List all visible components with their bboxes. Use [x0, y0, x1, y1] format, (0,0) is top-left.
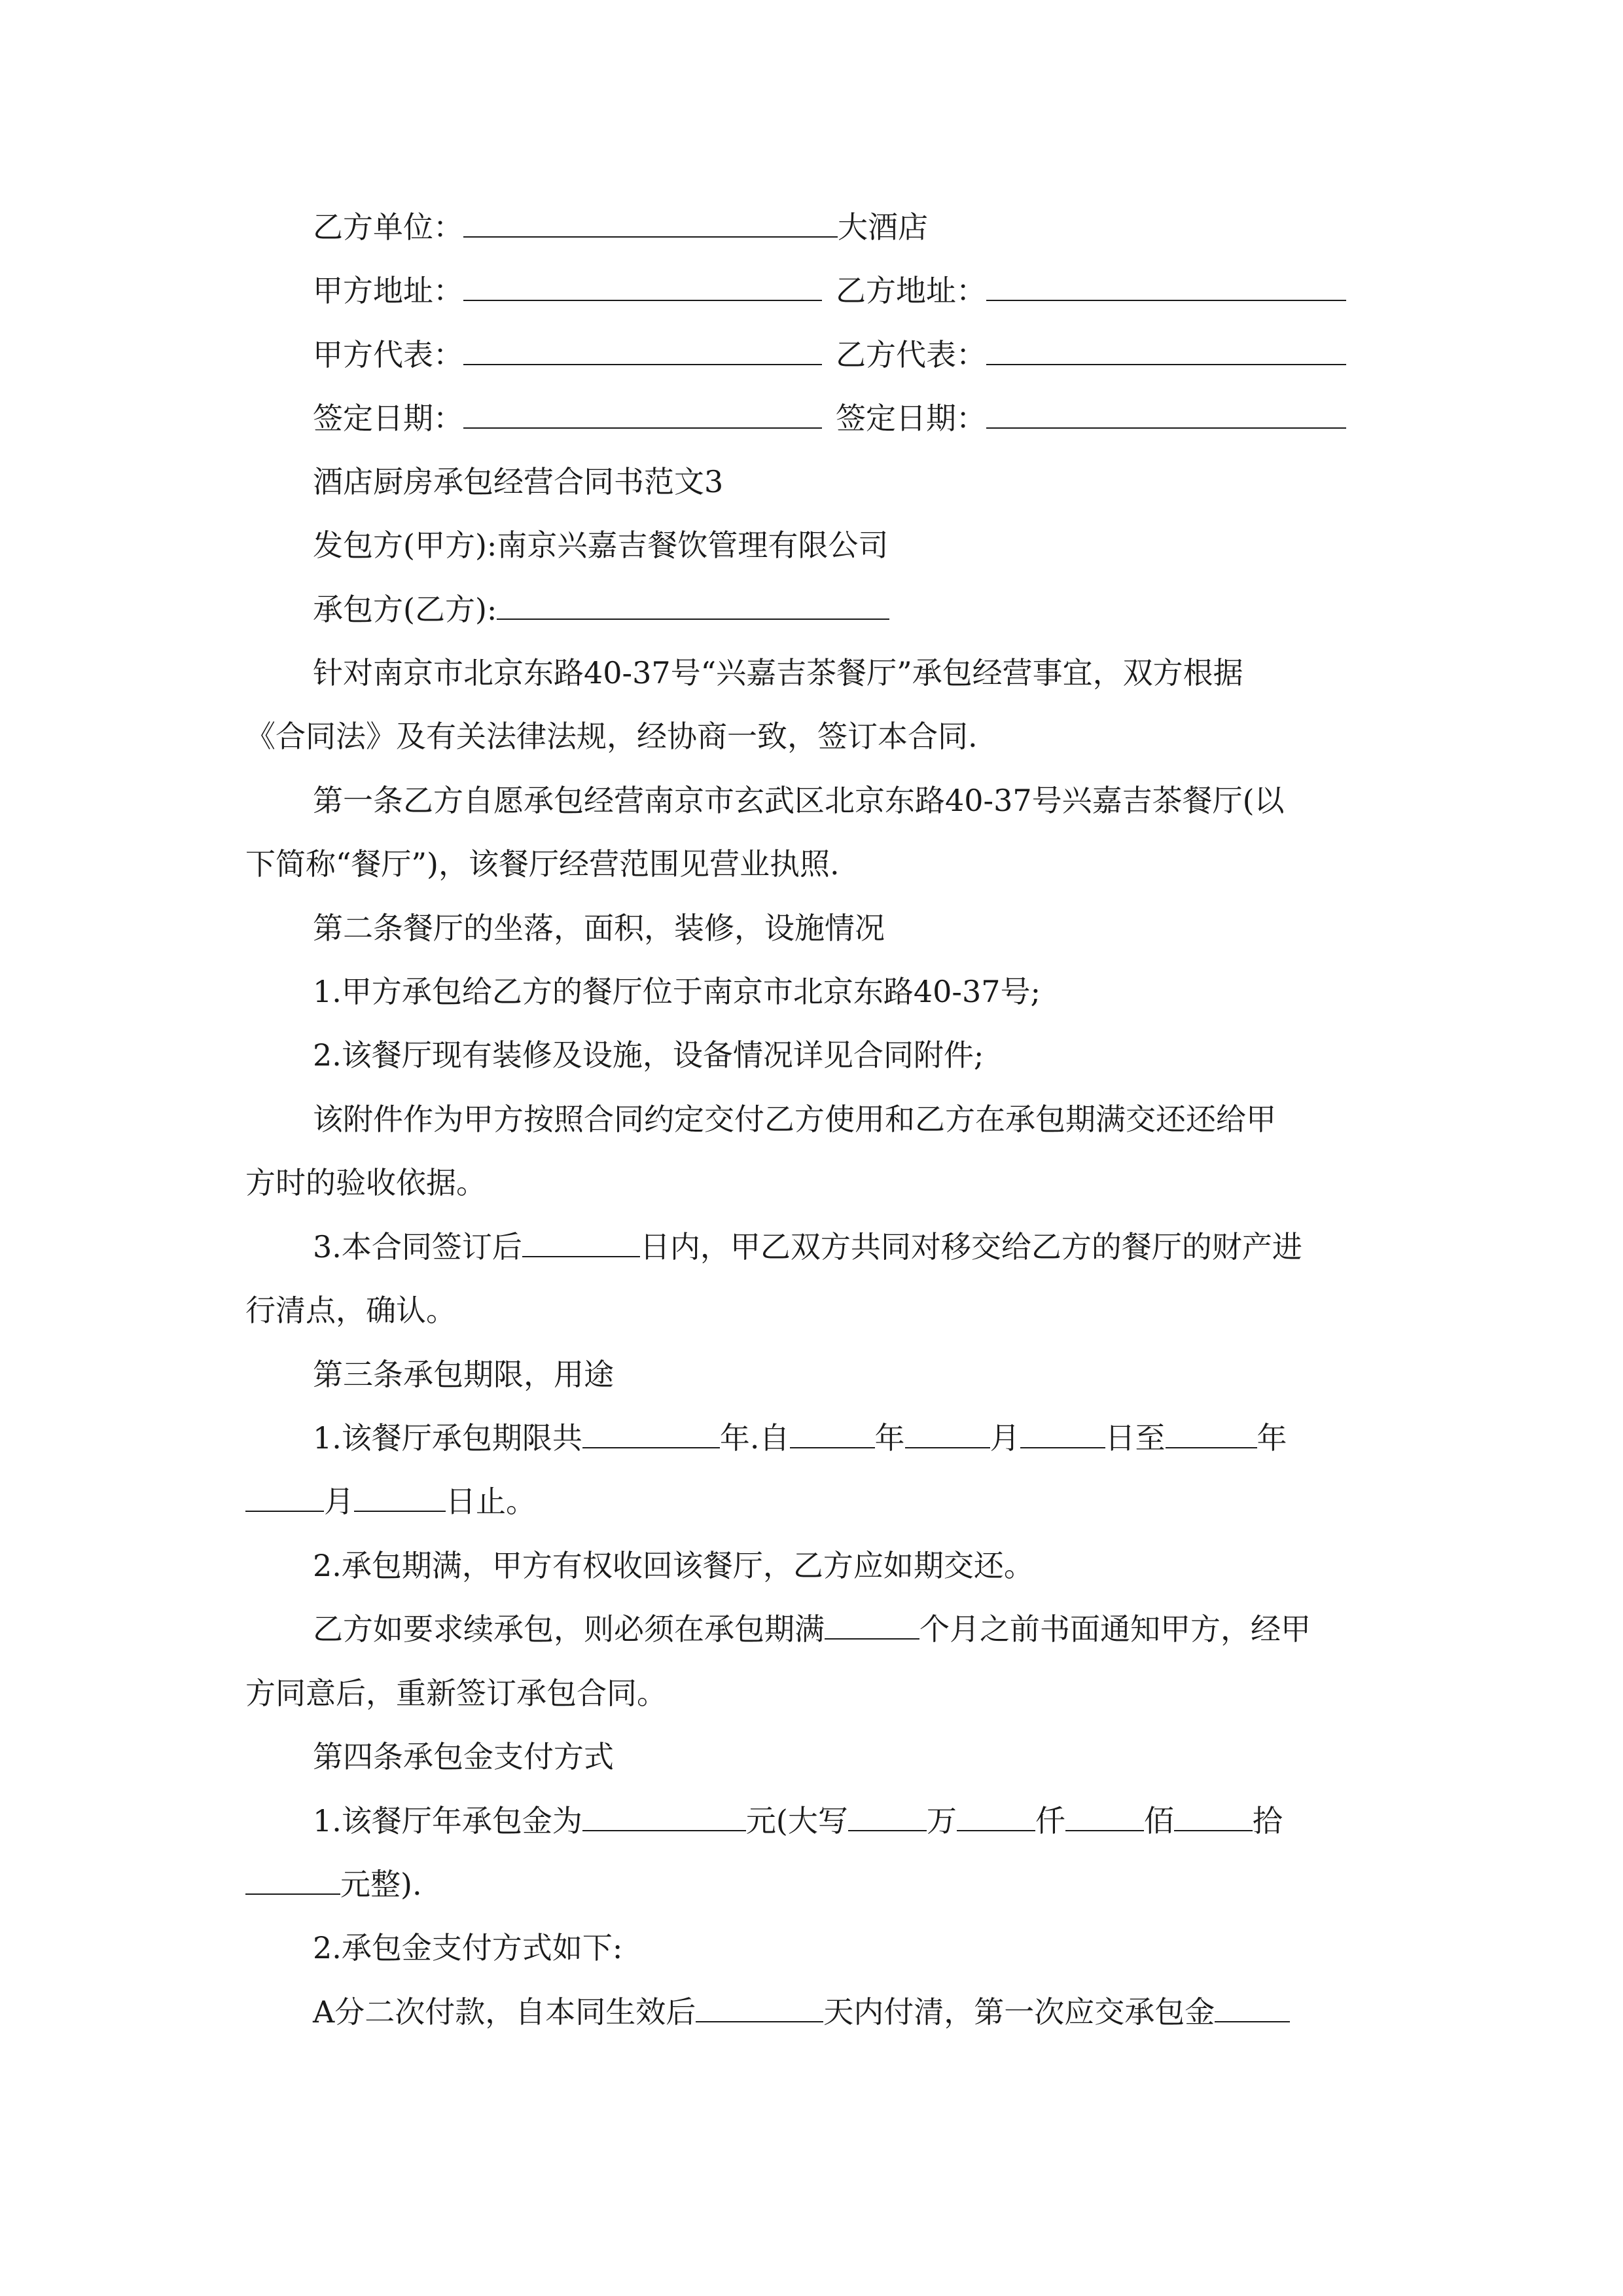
party-a-line: 发包方(甲方):南京兴嘉吉餐饮管理有限公司	[313, 528, 889, 563]
sign-date-b-blank	[986, 399, 1346, 429]
article-4-option-a-text-1: A分二次付款，自本同生效后	[313, 1994, 696, 2030]
article-3-item-1	[313, 1418, 1287, 1458]
party-b-address-blank	[986, 271, 1346, 301]
article-3-item-1-text-a: 1.该餐厅承包期限共	[313, 1420, 582, 1456]
article-4-item-1-text-g: 元整).	[340, 1867, 422, 1902]
article-4-item-1-text-a: 1.该餐厅年承包金为	[313, 1803, 582, 1839]
article-1-line-2: 下简称“餐厅”)，该餐厅经营范围见营业执照.	[245, 846, 840, 882]
months-blank	[825, 1612, 919, 1640]
article-3-item-2: 2.承包期满，甲方有权收回该餐厅，乙方应如期交还。	[313, 1548, 1034, 1583]
party-a-address-label: 甲方地址：	[313, 273, 463, 308]
article-3-item-1-text-b: 年.自	[719, 1420, 790, 1456]
party-b-unit-suffix: 大酒店	[838, 209, 928, 245]
pay-days-blank	[696, 1995, 823, 2022]
article-2-item-2: 2.该餐厅现有装修及设施，设备情况详见合同附件;	[313, 1037, 984, 1073]
address-row	[313, 271, 822, 310]
article-3-renew-cont: 方同意后，重新签订承包合同。	[245, 1676, 667, 1711]
start-day-blank	[1020, 1421, 1105, 1448]
article-3-title: 第三条承包期限，用途	[313, 1357, 614, 1392]
article-3-item-1-text-h: 日止。	[446, 1484, 536, 1519]
article-2-item-3-text-b: 日内，甲乙双方共同对移交给乙方的餐厅的财产进	[639, 1229, 1302, 1265]
party-b-unit-blank	[463, 207, 838, 238]
article-2-note-1: 该附件作为甲方按照合同约定交付乙方使用和乙方在承包期满交还还给甲	[313, 1102, 1276, 1137]
article-4-item-1-text-f: 拾	[1252, 1803, 1283, 1839]
party-b-line	[313, 590, 889, 629]
article-3-renew-text-a: 乙方如要求续承包，则必须在承包期满	[313, 1611, 825, 1647]
article-2-item-3-text-a: 3.本合同签订后	[313, 1229, 522, 1265]
party-b-address	[836, 271, 1346, 310]
days-blank	[522, 1230, 640, 1257]
sign-date-b	[836, 399, 1346, 438]
article-4-item-1-text-e: 佰	[1143, 1803, 1174, 1839]
article-2-title: 第二条餐厅的坐落，面积，装修，设施情况	[313, 910, 885, 946]
article-4-item-1-cont	[245, 1865, 422, 1904]
article-4-option-a-text-2: 天内付清，第一次应交承包金	[823, 1994, 1215, 2030]
article-4-title: 第四条承包金支付方式	[313, 1739, 614, 1774]
article-4-option-a	[313, 1992, 1290, 2032]
sign-date-label-a: 签定日期：	[313, 401, 463, 436]
party-b-rep	[836, 335, 1346, 374]
article-4-item-1	[313, 1801, 1283, 1840]
bai-blank	[1065, 1804, 1144, 1831]
first-payment-blank	[1215, 1995, 1290, 2022]
article-4-item-1-text-c: 万	[926, 1803, 957, 1839]
preamble-line-1: 针对南京市北京东路40-37号“兴嘉吉茶餐厅”承包经营事宜，双方根据	[313, 655, 1243, 691]
article-2-note-2: 方时的验收依据。	[245, 1165, 486, 1200]
start-month-blank	[905, 1421, 990, 1448]
party-a-rep-blank	[463, 335, 822, 365]
article-3-item-1-text-g: 月	[324, 1484, 354, 1519]
end-year-blank	[1166, 1421, 1257, 1448]
party-b-blank	[497, 592, 889, 620]
article-2-item-1: 1.甲方承包给乙方的餐厅位于南京市北京东路40-37号;	[313, 974, 1041, 1009]
article-3-renew	[313, 1609, 1311, 1649]
article-3-item-1-text-c: 年	[874, 1420, 905, 1456]
party-b-rep-label: 乙方代表：	[836, 337, 986, 372]
party-b-address-label: 乙方地址：	[836, 273, 986, 308]
wan-blank	[848, 1804, 927, 1831]
end-day-blank	[354, 1484, 446, 1512]
article-3-item-1-text-d: 月	[990, 1420, 1020, 1456]
article-3-item-1-text-e: 日至	[1105, 1420, 1166, 1456]
article-4-item-2: 2.承包金支付方式如下:	[313, 1930, 623, 1965]
party-b-rep-blank	[986, 335, 1346, 365]
sign-date-row	[313, 399, 822, 438]
article-3-item-1-text-f: 年	[1257, 1420, 1287, 1456]
start-year-blank	[790, 1421, 875, 1448]
party-a-rep-label: 甲方代表：	[313, 337, 463, 372]
sign-date-a-blank	[463, 399, 822, 429]
article-4-item-1-text-d: 仟	[1035, 1803, 1065, 1839]
article-2-item-3	[313, 1227, 1302, 1266]
party-b-unit-row	[313, 207, 928, 247]
party-b-label: 承包方(乙方):	[313, 592, 497, 627]
preamble-line-2: 《合同法》及有关法律法规，经协商一致，签订本合同.	[245, 719, 978, 754]
article-3-renew-text-b: 个月之前书面通知甲方，经甲	[919, 1611, 1311, 1647]
party-a-address-blank	[463, 271, 822, 301]
party-b-unit-label: 乙方单位：	[313, 209, 463, 245]
rep-row	[313, 335, 822, 374]
article-1-line-1: 第一条乙方自愿承包经营南京市玄武区北京东路40-37号兴嘉吉茶餐厅(以	[313, 783, 1285, 818]
term-years-blank	[582, 1421, 720, 1448]
yuan-blank	[245, 1867, 340, 1895]
sign-date-label-b: 签定日期：	[836, 401, 986, 436]
end-month-blank	[245, 1484, 324, 1512]
article-2-item-3-cont: 行清点，确认。	[245, 1293, 456, 1328]
annual-fee-blank	[582, 1804, 746, 1831]
contract-title: 酒店厨房承包经营合同书范文3	[313, 464, 724, 499]
qian-blank	[957, 1804, 1035, 1831]
article-3-item-1-cont	[245, 1482, 536, 1521]
article-4-item-1-text-b: 元(大写	[745, 1803, 848, 1839]
shi-blank	[1174, 1804, 1253, 1831]
